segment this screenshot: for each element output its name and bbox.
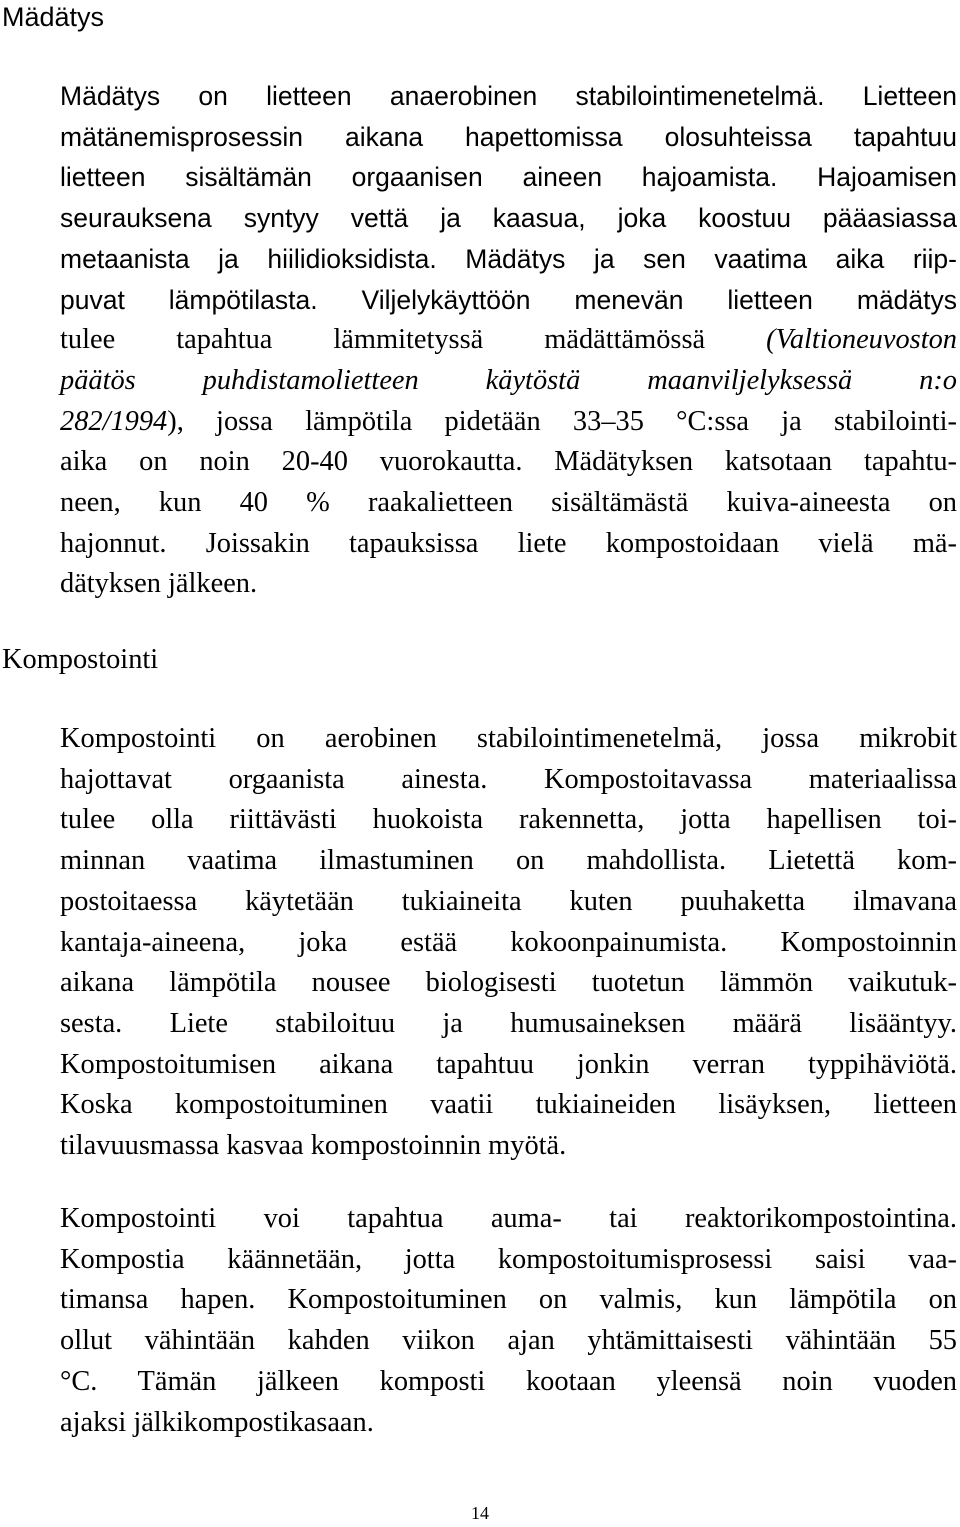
text-line-mixed <box>60 320 957 361</box>
text-line-mixed <box>60 402 957 443</box>
text-line: tulee olla riittävästi huokoista rakennetta, jotta hapellisen toi- <box>60 804 957 836</box>
citation-text: (Valtioneuvoston <box>766 324 957 356</box>
text-line-mixed <box>60 280 957 321</box>
text-line: mätänemisprosessin aikana hapettomissa olosuhteissa tapahtuu <box>60 121 957 152</box>
text-line: hajonnut. Joissakin tapauksissa liete kompostoidaan vielä mä- <box>60 527 957 559</box>
citation-text: 282/1994 <box>60 405 168 437</box>
text-line: hajottavat orgaanista ainesta. Kompostoitavassa materiaalissa <box>60 763 957 795</box>
text-line: metaanista ja hiilidioksidista. Mädätys ja sen vaatima aika riip- <box>60 243 957 274</box>
paragraph-kompostointi-2 <box>60 1199 957 1443</box>
section-heading-madatys: Mädätys <box>2 2 105 32</box>
text-line: Kompostointi voi tapahtua auma- tai reaktorikompostointina. <box>60 1203 957 1234</box>
text-line: Kompostoitumisen aikana tapahtuu jonkin verran typpihäviötä. <box>60 1048 957 1080</box>
text-line: Kompostia käännetään, jotta kompostoitumisprosessi saisi vaa- <box>60 1243 957 1275</box>
text-line: minnan vaatima ilmastuminen on mahdollista. Lietettä kom- <box>60 845 957 877</box>
text-line: ajaksi jälkikompostikasaan. <box>60 1406 374 1438</box>
page-number: 14 <box>471 1503 489 1523</box>
text-line: ollut vähintään kahden viikon ajan yhtämittaisesti vähintään 55 <box>60 1325 957 1357</box>
text-line: postoitaessa käytetään tukiaineita kuten puuhaketta ilmavana <box>60 885 957 917</box>
text-line: Koska kompostoituminen vaatii tukiaineiden lisäyksen, lietteen <box>60 1089 957 1121</box>
text-line: sesta. Liete stabiloituu ja humusaineksen määrä lisääntyy. <box>60 1007 957 1039</box>
text-segment: tulee tapahtua lämmitetyssä mädättämössä <box>60 324 706 356</box>
text-line: Kompostointi on aerobinen stabilointimenetelmä, jossa mikrobit <box>60 723 957 754</box>
text-segment: Viljelykäyttöön menevän lietteen mädätys <box>361 284 957 315</box>
text-line: seurauksena syntyy vettä ja kaasua, joka koostuu pääasiassa <box>60 203 957 234</box>
text-line: dätyksen jälkeen. <box>60 568 258 600</box>
text-line: tilavuusmassa kasvaa kompostoinnin myötä. <box>60 1130 567 1162</box>
text-line: °C. Tämän jälkeen komposti kootaan yleensä noin vuoden <box>60 1365 957 1397</box>
text-segment: ), jossa lämpötila pidetään 33–35 °C:ssa ja stabilointi- <box>167 405 957 437</box>
section-heading-kompostointi: Kompostointi <box>2 644 159 675</box>
text-line: Mädätys on lietteen anaerobinen stabilointimenetelmä. Lietteen <box>60 81 957 111</box>
text-line: neen, kun 40 % raakalietteen sisältämästä kuiva-aineesta on <box>60 487 957 519</box>
text-segment: puvat lämpötilasta. <box>60 284 318 315</box>
paragraph-kompostointi-1 <box>60 719 957 1167</box>
text-line: lietteen sisältämän orgaanisen aineen hajoamista. Hajoamisen <box>60 162 957 193</box>
text-line: kantaja-aineena, joka estää kokoonpainumista. Kompostoinnin <box>60 926 957 958</box>
text-line: aikana lämpötila nousee biologisesti tuotetun lämmön vaikutuk- <box>60 967 957 999</box>
text-line: timansa hapen. Kompostoituminen on valmis, kun lämpötila on <box>60 1284 957 1316</box>
paragraph-madatys <box>60 76 957 605</box>
citation-line: päätös puhdistamolietteen käytöstä maanviljelyksessä n:o <box>60 364 957 396</box>
text-line: aika on noin 20-40 vuorokautta. Mädätyksen katsotaan tapahtu- <box>60 446 957 478</box>
